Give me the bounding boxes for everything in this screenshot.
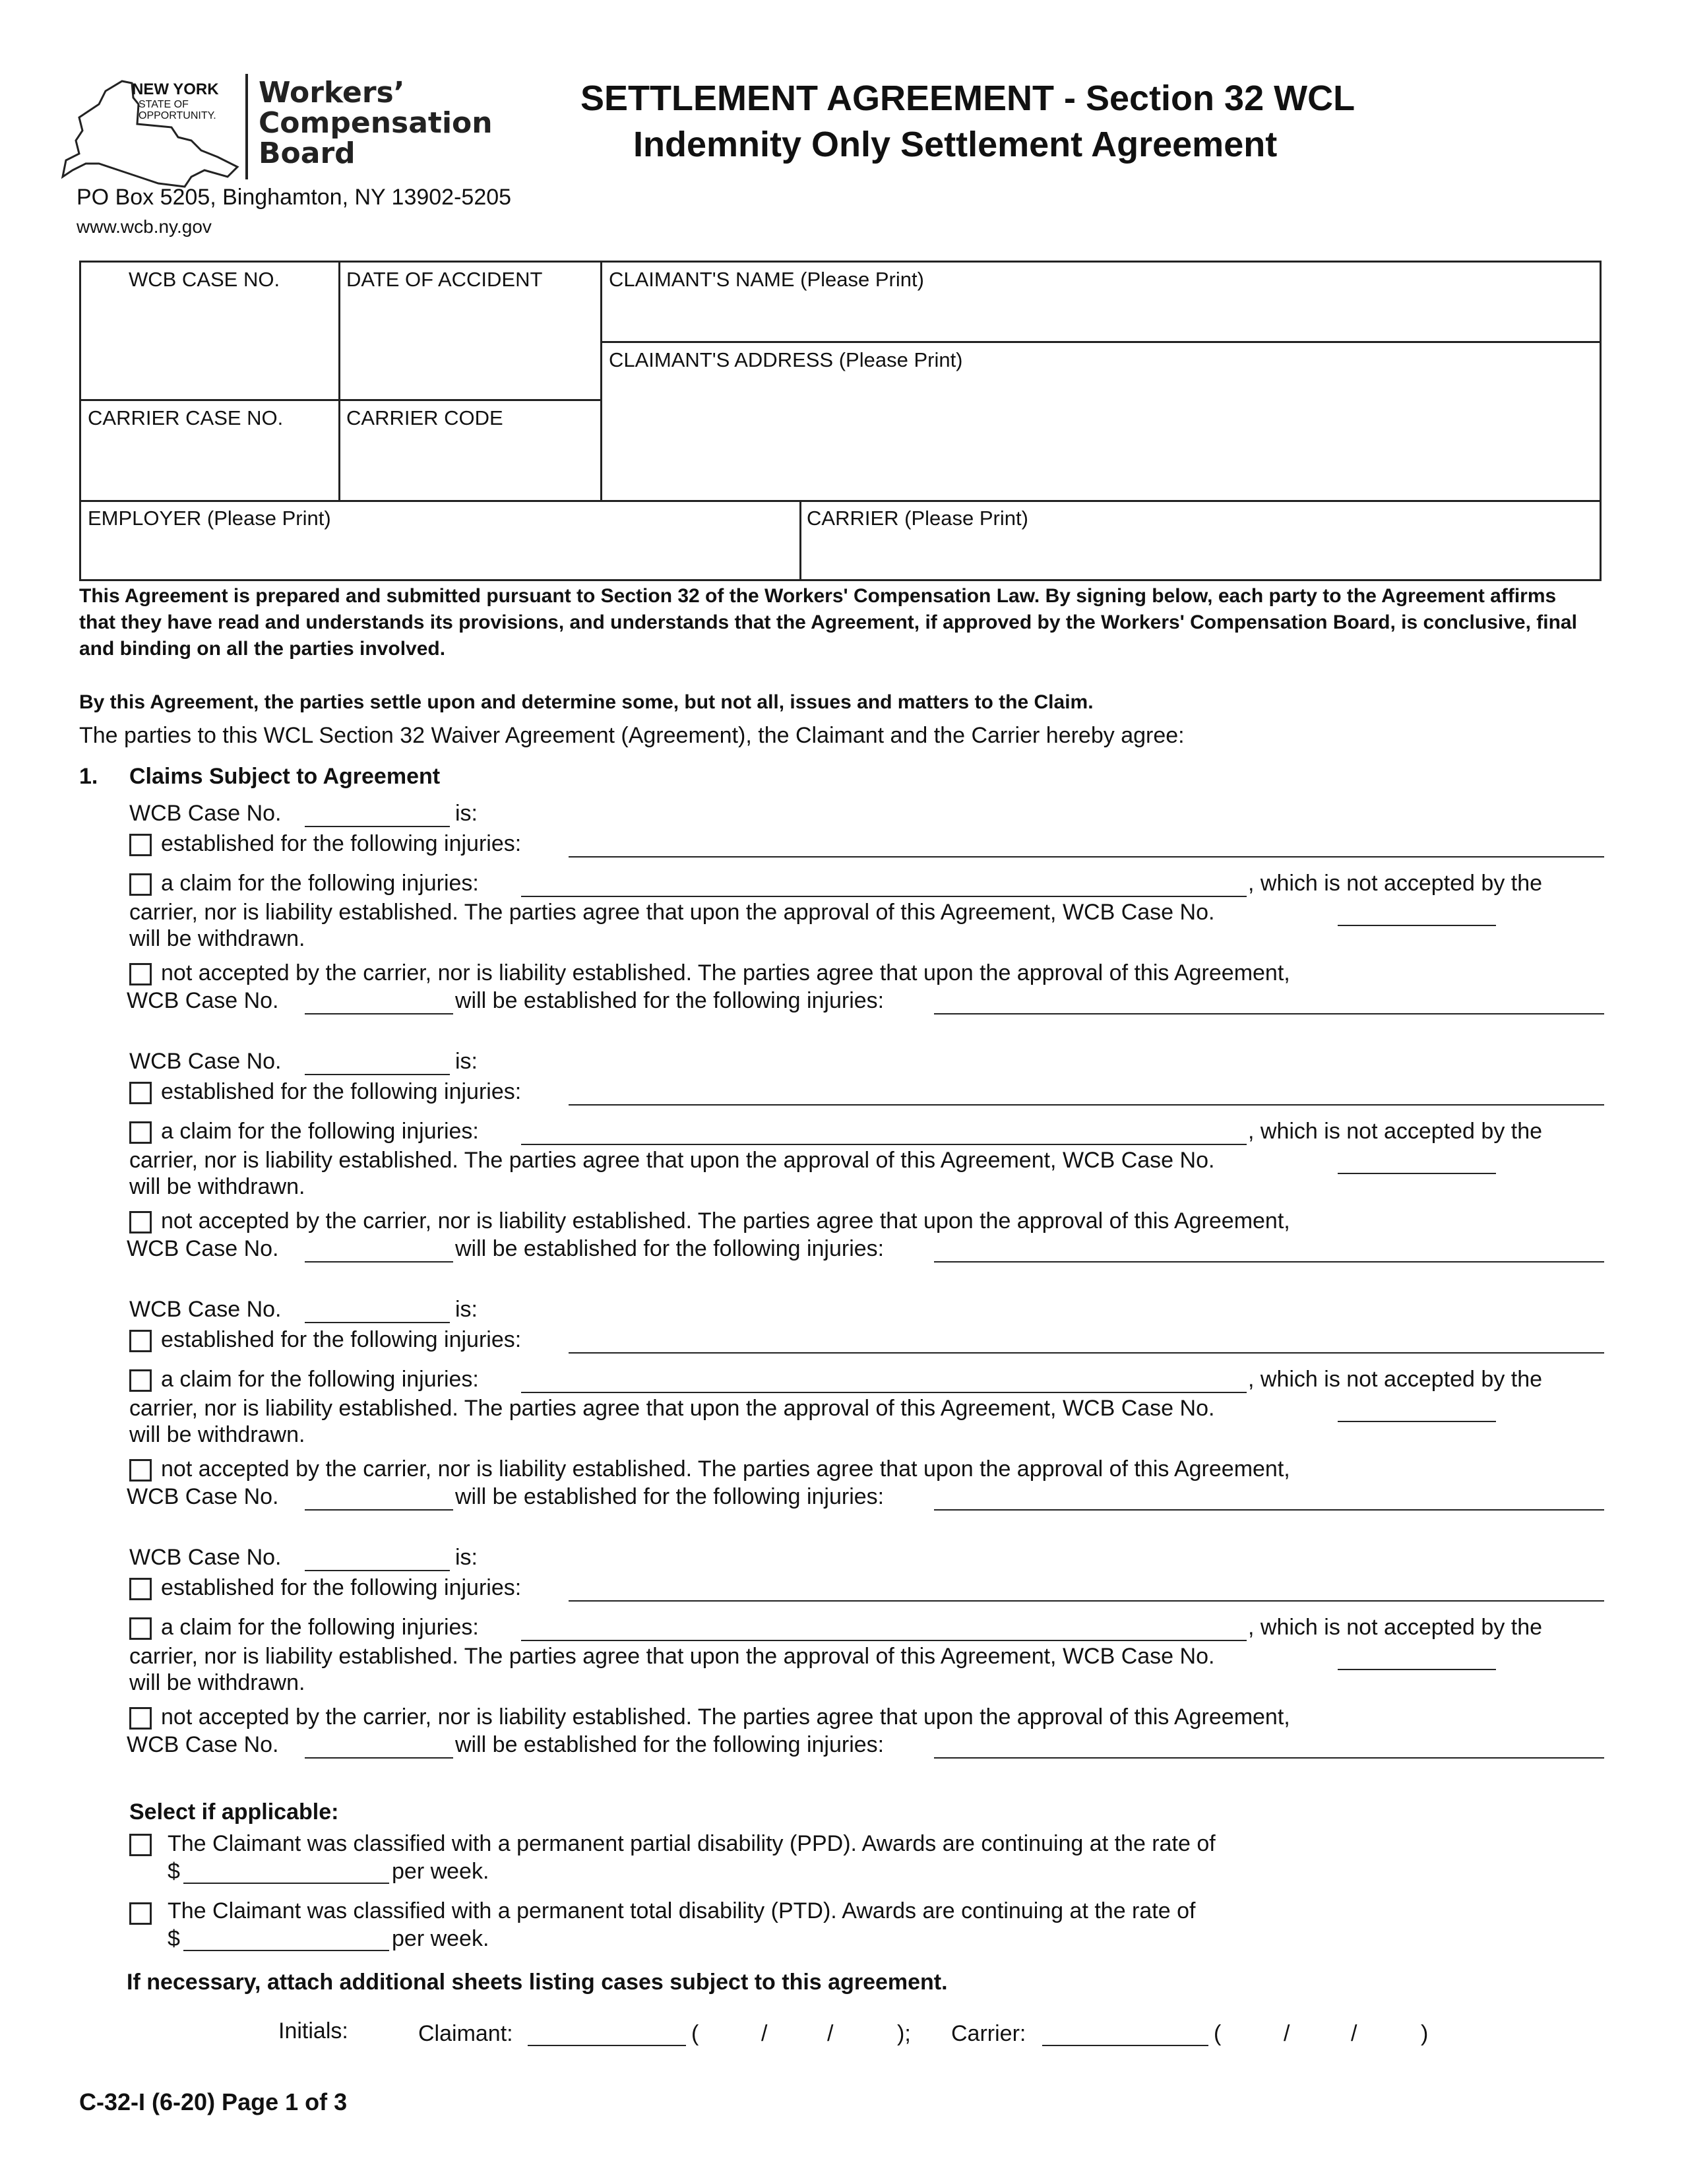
claim-withdraw-text: carrier, nor is liability established. The parties agree that upon the approval of this Agreement, WCB Case No. xyxy=(129,900,1215,925)
established-injuries-blank[interactable] xyxy=(569,1352,1604,1354)
claim-not-accepted-text: , which is not accepted by the xyxy=(1248,1367,1543,1392)
established-checkbox[interactable] xyxy=(129,834,152,856)
claim-withdraw-text: carrier, nor is liability established. The parties agree that upon the approval of this Agreement, WCB Case No. xyxy=(129,1644,1215,1669)
claim-label: a claim for the following injuries: xyxy=(161,1119,479,1144)
logo-divider xyxy=(245,74,248,179)
table-border-left xyxy=(79,261,81,581)
not-accepted-injuries-blank[interactable] xyxy=(934,1757,1604,1759)
board-address: PO Box 5205, Binghamton, NY 13902-5205 xyxy=(77,185,512,210)
ppd-per-week: per week. xyxy=(392,1859,489,1884)
not-accepted-case-blank[interactable] xyxy=(305,1509,453,1511)
ptd-rate-blank[interactable] xyxy=(183,1950,389,1951)
section-1-heading: Claims Subject to Agreement xyxy=(129,764,441,789)
not-accepted-established-text: will be established for the following injuries: xyxy=(455,1236,885,1261)
claim-withdrawn-text: will be withdrawn. xyxy=(129,1174,305,1199)
claimant-name-label: CLAIMANT'S NAME (Please Print) xyxy=(609,268,924,291)
ptd-checkbox[interactable] xyxy=(129,1902,152,1925)
intro-scope: By this Agreement, the parties settle upon and determine some, but not all, issues and matters to the Claim. xyxy=(79,691,1094,713)
table-divider xyxy=(799,500,801,581)
case-no-label: WCB Case No. xyxy=(129,1297,282,1322)
claimant-date-slash: / xyxy=(827,2021,834,2046)
not-accepted-case-label: WCB Case No. xyxy=(127,1484,279,1509)
not-accepted-injuries-blank[interactable] xyxy=(934,1509,1604,1511)
carrier-date-close: ) xyxy=(1421,2021,1429,2046)
case-no-blank[interactable] xyxy=(305,1322,450,1323)
claim-case-no-blank[interactable] xyxy=(1338,925,1496,926)
case-is-label: is: xyxy=(455,1297,478,1322)
ppd-rate-blank[interactable] xyxy=(183,1883,389,1884)
established-label: established for the following injuries: xyxy=(161,831,522,856)
established-label: established for the following injuries: xyxy=(161,1327,522,1352)
logo-state-tagline: STATE OF OPPORTUNITY. xyxy=(139,99,216,121)
not-accepted-case-blank[interactable] xyxy=(305,1261,453,1263)
claim-not-accepted-text: , which is not accepted by the xyxy=(1248,1119,1543,1144)
not-accepted-injuries-blank[interactable] xyxy=(934,1261,1604,1263)
carrier-initials-blank[interactable] xyxy=(1042,2045,1208,2046)
claimant-date-slash: / xyxy=(761,2021,768,2046)
claim-withdrawn-text: will be withdrawn. xyxy=(129,926,305,951)
claim-checkbox[interactable] xyxy=(129,1121,152,1144)
not-accepted-label: not accepted by the carrier, nor is liability established. The parties agree that upon the approval of this Agreement, xyxy=(161,1456,1290,1482)
case-is-label: is: xyxy=(455,1049,478,1074)
board-website: www.wcb.ny.gov xyxy=(77,216,212,237)
not-accepted-checkbox[interactable] xyxy=(129,963,152,985)
claim-withdraw-text: carrier, nor is liability established. The parties agree that upon the approval of this Agreement, WCB Case No. xyxy=(129,1148,1215,1173)
not-accepted-case-blank[interactable] xyxy=(305,1013,453,1014)
initials-claimant-label: Claimant: xyxy=(418,2021,513,2046)
established-injuries-blank[interactable] xyxy=(569,856,1604,858)
claim-withdrawn-text: will be withdrawn. xyxy=(129,1422,305,1447)
established-checkbox[interactable] xyxy=(129,1082,152,1104)
claim-checkbox[interactable] xyxy=(129,873,152,896)
not-accepted-label: not accepted by the carrier, nor is liability established. The parties agree that upon the approval of this Agreement, xyxy=(161,1208,1290,1233)
carrier-code-label: CARRIER CODE xyxy=(346,406,503,429)
not-accepted-established-text: will be established for the following injuries: xyxy=(455,1484,885,1509)
table-divider xyxy=(79,500,1602,502)
agency-logo-text xyxy=(259,78,493,169)
table-border-right xyxy=(1600,261,1602,581)
claim-case-group xyxy=(0,1545,1682,1795)
initials-label: Initials: xyxy=(278,2018,348,2044)
employer-label: EMPLOYER (Please Print) xyxy=(88,507,331,530)
claim-withdraw-text: carrier, nor is liability established. The parties agree that upon the approval of this Agreement, WCB Case No. xyxy=(129,1396,1215,1421)
not-accepted-injuries-blank[interactable] xyxy=(934,1013,1604,1014)
intro-parties: The parties to this WCL Section 32 Waiver Agreement (Agreement), the Claimant and the Carrier hereby agree: xyxy=(79,723,1185,748)
ptd-per-week: per week. xyxy=(392,1926,489,1951)
not-accepted-established-text: will be established for the following injuries: xyxy=(455,988,885,1013)
logo-line-2: Compensation xyxy=(259,106,493,140)
not-accepted-case-label: WCB Case No. xyxy=(127,1236,279,1261)
table-divider xyxy=(600,261,602,500)
table-border-top xyxy=(79,261,1602,263)
claim-case-no-blank[interactable] xyxy=(1338,1173,1496,1174)
intro-paragraph: This Agreement is prepared and submitted pursuant to Section 32 of the Workers' Compensation Law. By signing below, each party to the Agreement affirms that they have read and understands its provisions, and understands that the Agreement, if approved by the Workers' Compensation Board, is conclusive, final and binding on all the parties involved. xyxy=(79,585,1577,660)
logo-state-name: NEW YORK xyxy=(132,80,219,98)
carrier-date-open: ( xyxy=(1214,2021,1222,2046)
case-is-label: is: xyxy=(455,1545,478,1570)
claim-injuries-blank[interactable] xyxy=(521,1144,1247,1145)
established-label: established for the following injuries: xyxy=(161,1079,522,1104)
claim-injuries-blank[interactable] xyxy=(521,896,1247,897)
ppd-dollar: $ xyxy=(168,1859,180,1884)
claim-withdrawn-text: will be withdrawn. xyxy=(129,1670,305,1695)
applicable-heading: Select if applicable: xyxy=(129,1799,339,1825)
carrier-label: CARRIER (Please Print) xyxy=(807,507,1028,530)
claimant-initials-blank[interactable] xyxy=(528,2045,686,2046)
claimant-date-open: ( xyxy=(691,2021,699,2046)
carrier-case-no-label: CARRIER CASE NO. xyxy=(88,406,284,429)
not-accepted-checkbox[interactable] xyxy=(129,1211,152,1233)
initials-carrier-label: Carrier: xyxy=(951,2021,1026,2046)
logo-line-1: Workers’ xyxy=(259,76,405,109)
logo-line-3: Board xyxy=(259,137,356,170)
ppd-checkbox[interactable] xyxy=(129,1834,152,1856)
not-accepted-case-blank[interactable] xyxy=(305,1757,453,1759)
table-divider xyxy=(600,341,1602,343)
attach-note: If necessary, attach additional sheets listing cases subject to this agreement. xyxy=(127,1970,948,1995)
table-divider xyxy=(338,261,340,500)
claim-case-group xyxy=(0,1049,1682,1299)
claim-injuries-blank[interactable] xyxy=(521,1392,1247,1393)
wcb-case-no-label: WCB CASE NO. xyxy=(129,268,280,291)
claimant-address-label: CLAIMANT'S ADDRESS (Please Print) xyxy=(609,348,963,371)
carrier-date-slash: / xyxy=(1284,2021,1290,2046)
claim-not-accepted-text: , which is not accepted by the xyxy=(1248,1615,1543,1640)
claim-case-group xyxy=(0,1297,1682,1547)
case-no-blank[interactable] xyxy=(305,1570,450,1571)
case-no-blank[interactable] xyxy=(305,826,450,827)
established-injuries-blank[interactable] xyxy=(569,1600,1604,1602)
claim-label: a claim for the following injuries: xyxy=(161,1367,479,1392)
case-no-label: WCB Case No. xyxy=(129,1545,282,1570)
not-accepted-label: not accepted by the carrier, nor is liability established. The parties agree that upon the approval of this Agreement, xyxy=(161,960,1290,985)
not-accepted-established-text: will be established for the following injuries: xyxy=(455,1732,885,1757)
claim-checkbox[interactable] xyxy=(129,1369,152,1392)
claim-injuries-blank[interactable] xyxy=(521,1640,1247,1641)
date-of-accident-label: DATE OF ACCIDENT xyxy=(346,268,543,291)
claim-label: a claim for the following injuries: xyxy=(161,871,479,896)
established-checkbox[interactable] xyxy=(129,1578,152,1600)
ptd-dollar: $ xyxy=(168,1926,180,1951)
case-no-label: WCB Case No. xyxy=(129,801,282,826)
not-accepted-label: not accepted by the carrier, nor is liability established. The parties agree that upon the approval of this Agreement, xyxy=(161,1704,1290,1730)
claim-case-no-blank[interactable] xyxy=(1338,1421,1496,1422)
claimant-date-close: ); xyxy=(897,2021,911,2046)
form-id-page: C-32-I (6-20) Page 1 of 3 xyxy=(79,2088,348,2115)
case-is-label: is: xyxy=(455,801,478,826)
claim-label: a claim for the following injuries: xyxy=(161,1615,479,1640)
established-injuries-blank[interactable] xyxy=(569,1104,1604,1106)
claim-checkbox[interactable] xyxy=(129,1617,152,1640)
not-accepted-checkbox[interactable] xyxy=(129,1459,152,1482)
claim-not-accepted-text: , which is not accepted by the xyxy=(1248,871,1543,896)
established-label: established for the following injuries: xyxy=(161,1575,522,1600)
not-accepted-checkbox[interactable] xyxy=(129,1707,152,1730)
form-title: SETTLEMENT AGREEMENT - Section 32 WCL xyxy=(580,78,1355,118)
ppd-text: The Claimant was classified with a permanent partial disability (PPD). Awards are continuing at the rate of xyxy=(168,1831,1216,1856)
not-accepted-case-label: WCB Case No. xyxy=(127,988,279,1013)
case-no-blank[interactable] xyxy=(305,1074,450,1075)
section-1-number: 1. xyxy=(79,764,98,789)
form-subtitle: Indemnity Only Settlement Agreement xyxy=(633,125,1278,164)
table-border-bottom xyxy=(79,579,1602,581)
established-checkbox[interactable] xyxy=(129,1330,152,1352)
not-accepted-case-label: WCB Case No. xyxy=(127,1732,279,1757)
case-no-label: WCB Case No. xyxy=(129,1049,282,1074)
carrier-date-slash: / xyxy=(1351,2021,1357,2046)
claim-case-group xyxy=(0,801,1682,1051)
table-divider xyxy=(79,399,602,401)
claim-case-no-blank[interactable] xyxy=(1338,1669,1496,1670)
ptd-text: The Claimant was classified with a permanent total disability (PTD). Awards are continuing at the rate of xyxy=(168,1898,1196,1923)
